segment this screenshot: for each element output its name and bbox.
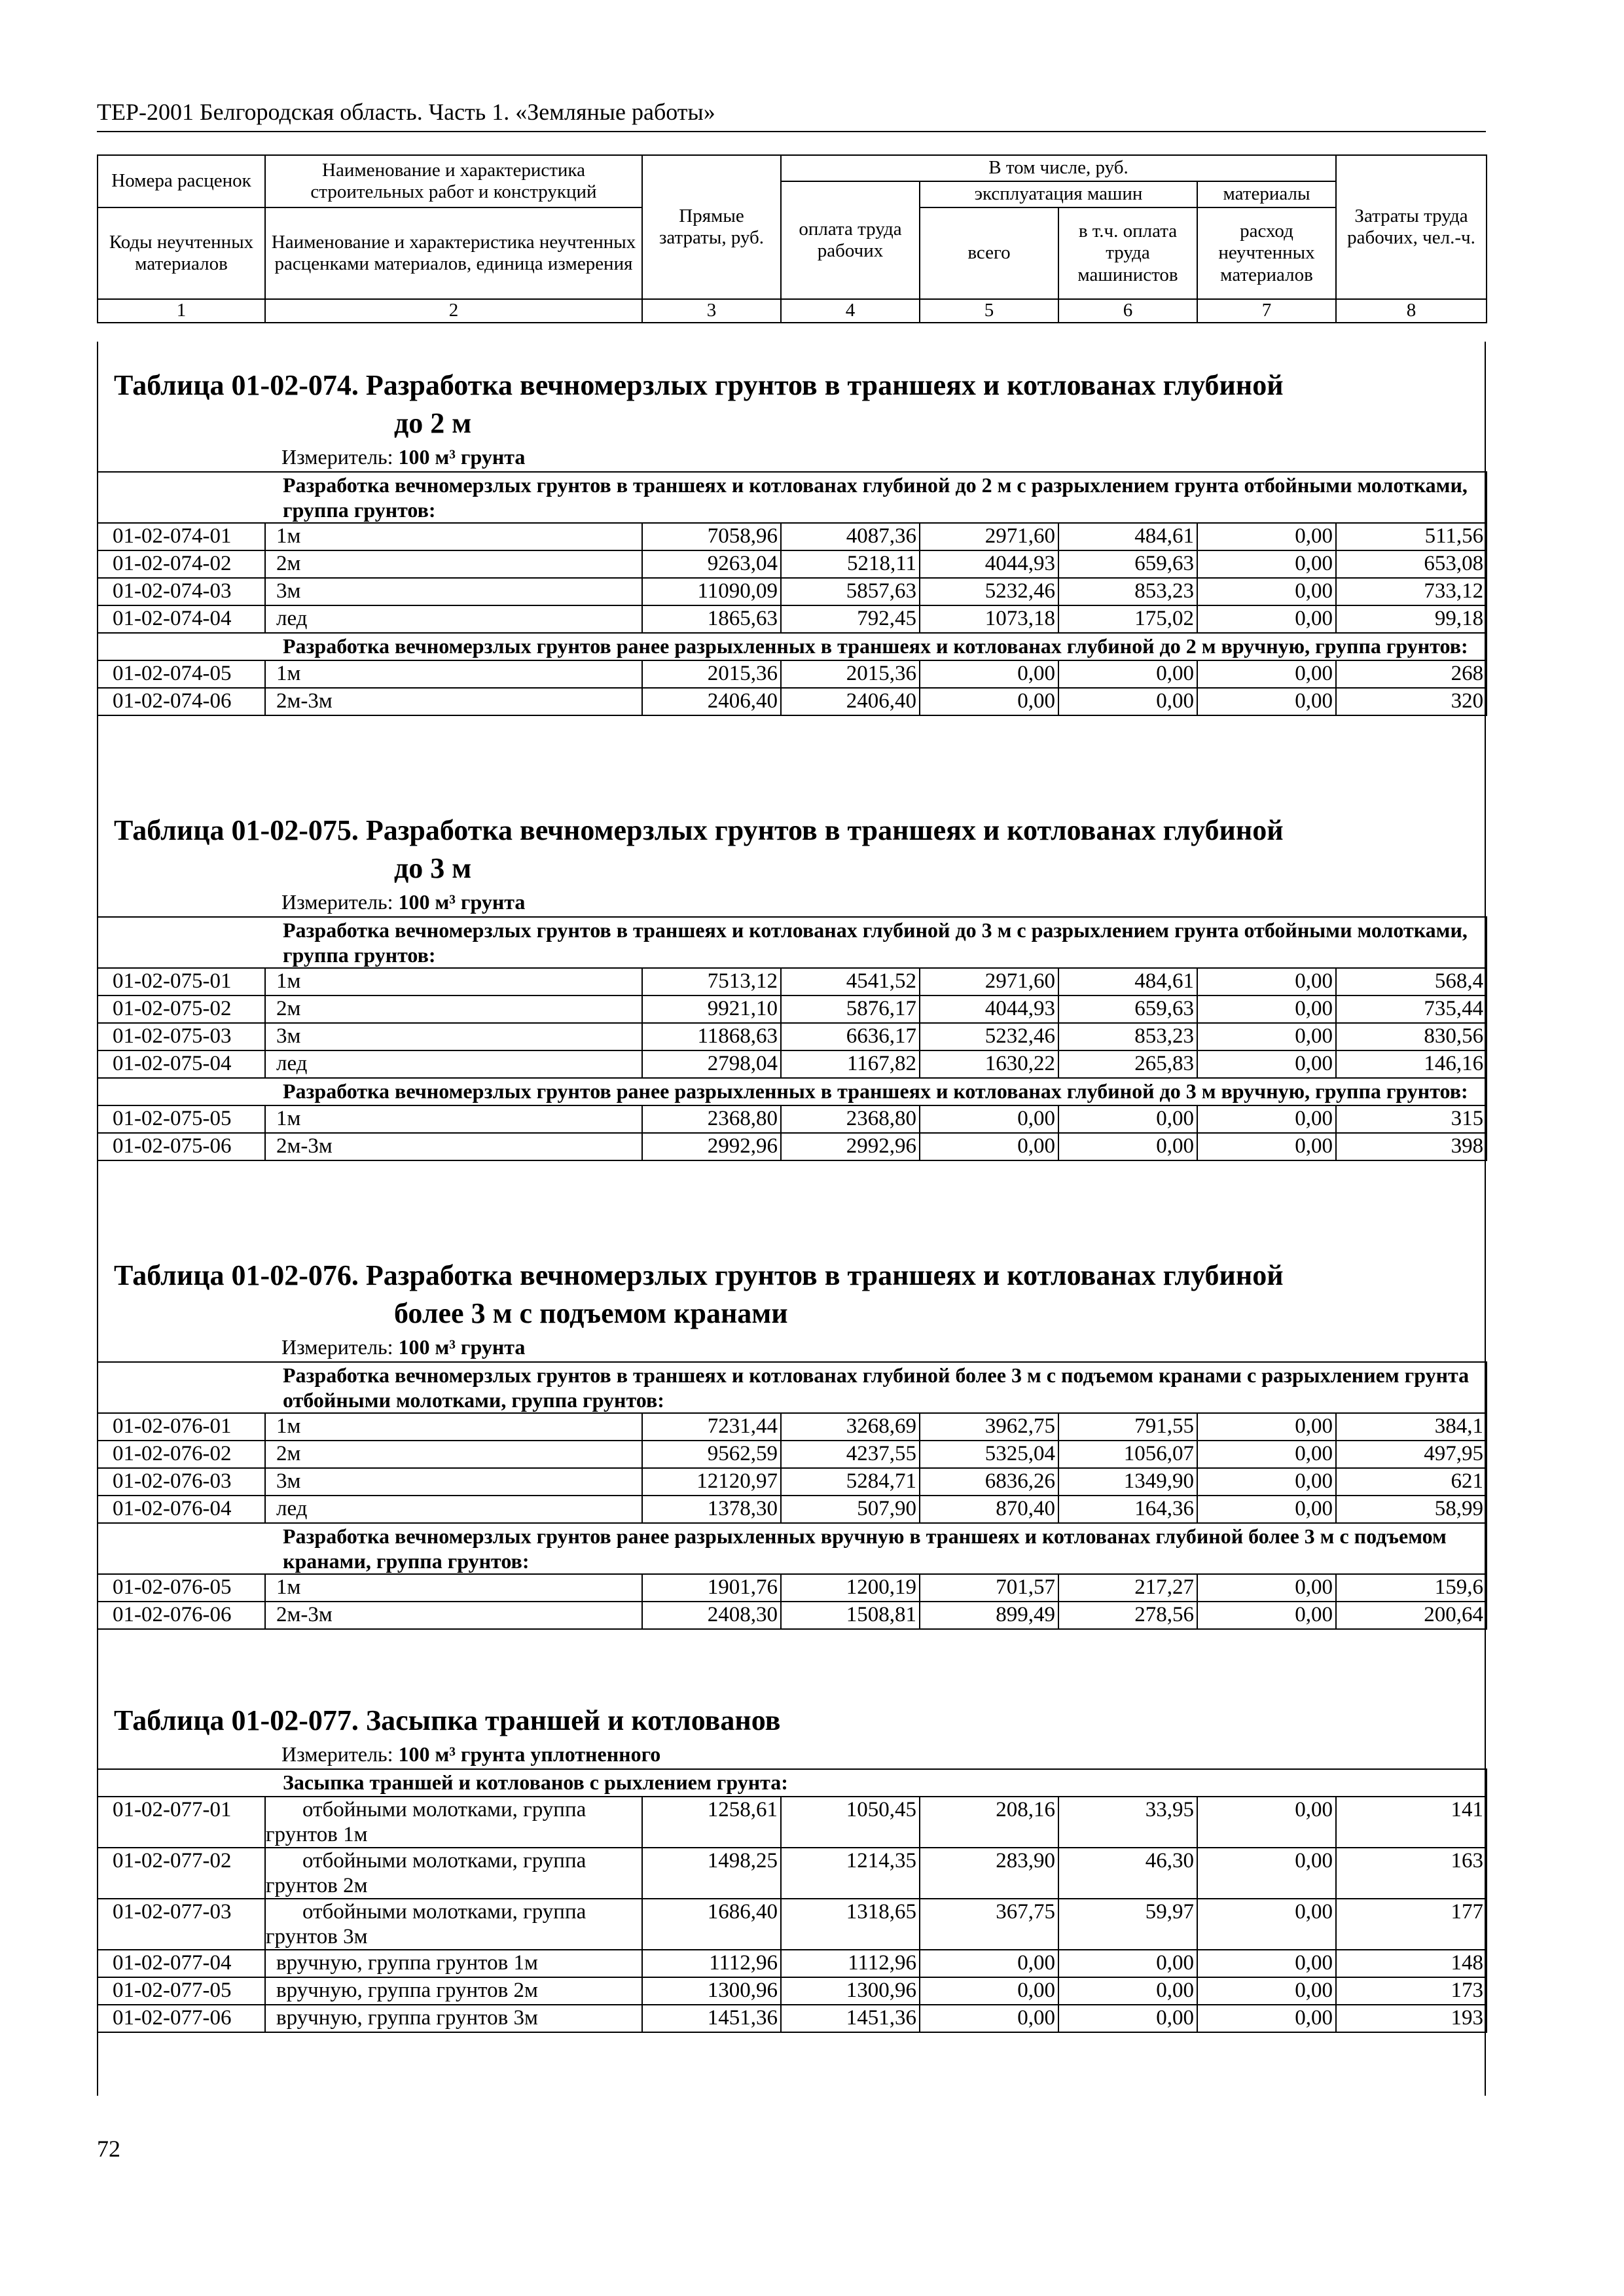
table-row [98,688,1487,715]
col-number: 4 [781,299,920,323]
value-cell: 7231,44 [642,1413,781,1441]
value-cell: 0,00 [1197,1050,1336,1078]
table-title-line2: до 2 м [394,407,472,439]
column-header-table [97,154,1487,323]
rate-code-cell: 01-02-076-01 [98,1413,265,1441]
col-number: 5 [920,299,1058,323]
value-cell: 200,64 [1336,1602,1487,1629]
value-cell: 217,27 [1058,1574,1197,1602]
value-cell: 0,00 [1197,1574,1336,1602]
value-cell: 0,00 [1197,1797,1336,1848]
value-cell: 175,02 [1058,605,1197,633]
rate-code-cell: 01-02-076-03 [98,1468,265,1496]
col-number: 7 [1197,299,1336,323]
value-cell: 653,08 [1336,550,1487,578]
rates-table [97,916,1487,1161]
value-cell: 791,55 [1058,1413,1197,1441]
rate-table-section [97,1257,1486,1630]
table-title-line2: более 3 м с подъемом кранами [394,1297,788,1329]
table-row [98,1105,1487,1133]
value-cell: 0,00 [1058,660,1197,688]
value-cell: 1901,76 [642,1574,781,1602]
value-cell: 659,63 [1058,550,1197,578]
value-cell: 2406,40 [781,688,920,715]
table-title-line1: Таблица 01-02-077. Засыпка траншей и котлованов [114,1704,781,1736]
value-cell: 265,83 [1058,1050,1197,1078]
unit-of-measure [97,442,1486,471]
value-cell: 4541,52 [781,968,920,996]
table-row [98,1977,1487,2005]
running-header: ТЕР-2001 Белгородская область. Часть 1. «Земляные работы» [97,99,715,125]
rate-name-cell: лед [265,1496,642,1523]
col8: Затраты труда рабочих, чел.-ч. [1336,155,1487,299]
value-cell: 0,00 [1058,1133,1197,1160]
value-cell: 4087,36 [781,523,920,550]
value-cell: 59,97 [1058,1899,1197,1950]
value-cell: 2992,96 [781,1133,920,1160]
rate-code-cell: 01-02-076-06 [98,1602,265,1629]
table-row [98,1574,1487,1602]
rate-name-cell: 2м [265,1441,642,1468]
value-cell: 5218,11 [781,550,920,578]
col1-top: Номера расценок [98,155,265,207]
value-cell: 733,12 [1336,578,1487,605]
rate-name-cell: 2м [265,996,642,1023]
table-title-line1: Таблица 01-02-074. Разработка вечномерзлых грунтов в траншеях и котлованах глубиной [114,369,1284,401]
value-cell: 1686,40 [642,1899,781,1950]
col4: оплата труда рабочих [781,181,920,299]
value-cell: 173 [1336,1977,1487,2005]
col5: всего [920,207,1058,299]
value-cell: 511,56 [1336,523,1487,550]
value-cell: 1112,96 [642,1950,781,1977]
col-number: 2 [265,299,642,323]
value-cell: 1214,35 [781,1848,920,1899]
value-cell: 1451,36 [642,2005,781,2032]
rate-name-cell: вручную, группа грунтов 2м [265,1977,642,2005]
rate-code-cell: 01-02-076-04 [98,1496,265,1523]
value-cell: 2408,30 [642,1602,781,1629]
value-cell: 0,00 [1197,605,1336,633]
value-cell: 0,00 [1197,2005,1336,2032]
value-cell: 1073,18 [920,605,1058,633]
value-cell: 33,95 [1058,1797,1197,1848]
value-cell: 1508,81 [781,1602,920,1629]
table-row [98,1441,1487,1468]
col2-bottom: Наименование и характеристика неучтенных расценками материалов, единица измерения [265,207,642,299]
value-cell: 5232,46 [920,1023,1058,1050]
unit-label: Измеритель: [281,1335,393,1359]
value-cell: 1056,07 [1058,1441,1197,1468]
value-cell: 870,40 [920,1496,1058,1523]
table-title [97,367,1475,442]
header-rule [97,131,1486,132]
unit-label: Измеритель: [281,445,393,469]
value-cell: 0,00 [1197,1413,1336,1441]
rate-table-section [97,367,1486,716]
rate-code-cell: 01-02-077-05 [98,1977,265,2005]
rate-name-cell: 1м [265,660,642,688]
value-cell: 7058,96 [642,523,781,550]
rate-code-cell: 01-02-075-05 [98,1105,265,1133]
value-cell: 1300,96 [781,1977,920,2005]
value-cell: 1167,82 [781,1050,920,1078]
unit-value: 100 м³ грунта [398,890,526,914]
value-cell: 621 [1336,1468,1487,1496]
unit-label: Измеритель: [281,890,393,914]
value-cell: 659,63 [1058,996,1197,1023]
rate-name-cell: 1м [265,1413,642,1441]
value-cell: 2015,36 [642,660,781,688]
rate-code-cell: 01-02-074-01 [98,523,265,550]
value-cell: 9562,59 [642,1441,781,1468]
rate-code-cell: 01-02-077-03 [98,1899,265,1950]
col-number: 1 [98,299,265,323]
col3: Прямые затраты, руб. [642,155,781,299]
rate-code-cell: 01-02-077-01 [98,1797,265,1848]
rate-name-cell: 2м-3м [265,688,642,715]
rate-code-cell: 01-02-074-02 [98,550,265,578]
group-heading: Разработка вечномерзлых грунтов в траншеях и котлованах глубиной до 3 м с разрыхлением грунта отбойными молотками, группа грунтов: [98,917,1487,968]
rate-code-cell: 01-02-076-02 [98,1441,265,1468]
value-cell: 164,36 [1058,1496,1197,1523]
value-cell: 3268,69 [781,1413,920,1441]
table-title-line1: Таблица 01-02-076. Разработка вечномерзлых грунтов в траншеях и котлованах глубиной [114,1259,1284,1291]
col1-bottom: Коды неучтенных материалов [98,207,265,299]
table-title [97,1702,1475,1740]
value-cell: 5876,17 [781,996,920,1023]
value-cell: 1865,63 [642,605,781,633]
value-cell: 0,00 [1197,1023,1336,1050]
value-cell: 568,4 [1336,968,1487,996]
rate-name-cell: вручную, группа грунтов 3м [265,2005,642,2032]
value-cell: 1349,90 [1058,1468,1197,1496]
value-cell: 0,00 [1197,578,1336,605]
rate-name-cell: 1м [265,1574,642,1602]
table-title [97,812,1475,888]
value-cell: 2015,36 [781,660,920,688]
value-cell: 0,00 [1197,688,1336,715]
rate-code-cell: 01-02-077-04 [98,1950,265,1977]
col2-top: Наименование и характеристика строительных работ и конструкций [265,155,642,207]
rates-table [97,1361,1487,1630]
value-cell: 1498,25 [642,1848,781,1899]
page-number: 72 [97,2136,120,2162]
rate-code-cell: 01-02-075-04 [98,1050,265,1078]
unit-value: 100 м³ грунта [398,1335,526,1359]
table-row [98,1023,1487,1050]
col7: расход неучтенных материалов [1197,207,1336,299]
value-cell: 497,95 [1336,1441,1487,1468]
value-cell: 1318,65 [781,1899,920,1950]
rate-name-cell: лед [265,1050,642,1078]
value-cell: 1378,30 [642,1496,781,1523]
rate-name-cell: 1м [265,523,642,550]
table-row [98,1950,1487,1977]
value-cell: 0,00 [1197,996,1336,1023]
value-cell: 0,00 [1058,1977,1197,2005]
value-cell: 4044,93 [920,996,1058,1023]
value-cell: 177 [1336,1899,1487,1950]
table-row [98,1133,1487,1160]
value-cell: 1258,61 [642,1797,781,1848]
value-cell: 2368,80 [642,1105,781,1133]
value-cell: 0,00 [1197,1848,1336,1899]
value-cell: 0,00 [1197,1496,1336,1523]
value-cell: 5325,04 [920,1441,1058,1468]
value-cell: 159,6 [1336,1574,1487,1602]
unit-of-measure [97,1333,1486,1361]
value-cell: 701,57 [920,1574,1058,1602]
table-row [98,605,1487,633]
value-cell: 0,00 [1058,688,1197,715]
rate-code-cell: 01-02-075-06 [98,1133,265,1160]
rate-name-cell: отбойными молотками, группа грунтов 2м [265,1848,642,1899]
value-cell: 146,16 [1336,1050,1487,1078]
value-cell: 141 [1336,1797,1487,1848]
value-cell: 2992,96 [642,1133,781,1160]
value-cell: 1200,19 [781,1574,920,1602]
value-cell: 163 [1336,1848,1487,1899]
group-heading: Засыпка траншей и котлованов с рыхлением грунта: [98,1769,1487,1797]
value-cell: 46,30 [1058,1848,1197,1899]
value-cell: 268 [1336,660,1487,688]
value-cell: 0,00 [920,660,1058,688]
table-row [98,523,1487,550]
value-cell: 0,00 [1197,1950,1336,1977]
value-cell: 1630,22 [920,1050,1058,1078]
value-cell: 1300,96 [642,1977,781,2005]
col6: в т.ч. оплата труда машинистов [1058,207,1197,299]
value-cell: 320 [1336,688,1487,715]
value-cell: 2406,40 [642,688,781,715]
value-cell: 1451,36 [781,2005,920,2032]
table-title-line1: Таблица 01-02-075. Разработка вечномерзлых грунтов в траншеях и котлованах глубиной [114,814,1284,846]
rates-table [97,1768,1487,2033]
value-cell: 0,00 [1197,1602,1336,1629]
table-row [98,1050,1487,1078]
col-machines: эксплуатация машин [920,181,1197,207]
value-cell: 384,1 [1336,1413,1487,1441]
value-cell: 6636,17 [781,1023,920,1050]
value-cell: 2798,04 [642,1050,781,1078]
value-cell: 2971,60 [920,523,1058,550]
rate-code-cell: 01-02-074-05 [98,660,265,688]
rate-name-cell: 1м [265,968,642,996]
value-cell: 5857,63 [781,578,920,605]
rate-name-cell: 3м [265,1468,642,1496]
value-cell: 0,00 [1197,1899,1336,1950]
value-cell: 4237,55 [781,1441,920,1468]
table-row [98,1468,1487,1496]
rate-name-cell: 2м-3м [265,1602,642,1629]
value-cell: 12120,97 [642,1468,781,1496]
value-cell: 899,49 [920,1602,1058,1629]
value-cell: 1050,45 [781,1797,920,1848]
rates-table [97,471,1487,716]
rate-code-cell: 01-02-077-02 [98,1848,265,1899]
unit-value: 100 м³ грунта [398,445,526,469]
value-cell: 5232,46 [920,578,1058,605]
table-row [98,968,1487,996]
unit-of-measure [97,1740,1486,1768]
table-row [98,1496,1487,1523]
value-cell: 58,99 [1336,1496,1487,1523]
value-cell: 0,00 [920,2005,1058,2032]
table-row [98,1797,1487,1848]
value-cell: 0,00 [1197,660,1336,688]
value-cell: 0,00 [920,1977,1058,2005]
value-cell: 9263,04 [642,550,781,578]
rate-name-cell: лед [265,605,642,633]
rate-code-cell: 01-02-075-01 [98,968,265,996]
rate-name-cell: 3м [265,1023,642,1050]
value-cell: 7513,12 [642,968,781,996]
value-cell: 507,90 [781,1496,920,1523]
value-cell: 0,00 [1197,1468,1336,1496]
value-cell: 398 [1336,1133,1487,1160]
rate-name-cell: отбойными молотками, группа грунтов 3м [265,1899,642,1950]
rate-code-cell: 01-02-075-03 [98,1023,265,1050]
value-cell: 0,00 [920,1105,1058,1133]
unit-value: 100 м³ грунта уплотненного [398,1742,661,1766]
col-materials: материалы [1197,181,1336,207]
group-heading: Разработка вечномерзлых грунтов в траншеях и котлованах глубиной более 3 м с подъемом кранами с разрыхлением грунта отбойными молотками, группа грунтов: [98,1362,1487,1413]
group-heading: Разработка вечномерзлых грунтов ранее разрыхленных в траншеях и котлованах глубиной до 3 м вручную, группа грунтов: [98,1078,1487,1105]
value-cell: 0,00 [1058,2005,1197,2032]
rate-code-cell: 01-02-077-06 [98,2005,265,2032]
rate-code-cell: 01-02-076-05 [98,1574,265,1602]
table-row [98,1848,1487,1899]
table-row [98,996,1487,1023]
value-cell: 193 [1336,2005,1487,2032]
value-cell: 9921,10 [642,996,781,1023]
value-cell: 0,00 [920,688,1058,715]
value-cell: 735,44 [1336,996,1487,1023]
table-row [98,1602,1487,1629]
rate-code-cell: 01-02-074-06 [98,688,265,715]
table-row [98,1899,1487,1950]
value-cell: 0,00 [1197,1133,1336,1160]
col-incl: В том числе, руб. [781,155,1336,181]
rate-table-section [97,812,1486,1161]
rate-code-cell: 01-02-075-02 [98,996,265,1023]
value-cell: 0,00 [1197,968,1336,996]
table-row [98,1413,1487,1441]
rate-name-cell: 1м [265,1105,642,1133]
value-cell: 0,00 [1197,1105,1336,1133]
rate-name-cell: отбойными молотками, группа грунтов 1м [265,1797,642,1848]
value-cell: 853,23 [1058,578,1197,605]
group-heading: Разработка вечномерзлых грунтов ранее разрыхленных в траншеях и котлованах глубиной до 2 м вручную, группа грунтов: [98,633,1487,660]
value-cell: 11090,09 [642,578,781,605]
value-cell: 792,45 [781,605,920,633]
value-cell: 0,00 [1197,1977,1336,2005]
value-cell: 3962,75 [920,1413,1058,1441]
value-cell: 4044,93 [920,550,1058,578]
unit-label: Измеритель: [281,1742,393,1766]
table-title [97,1257,1475,1333]
table-row [98,660,1487,688]
value-cell: 148 [1336,1950,1487,1977]
value-cell: 11868,63 [642,1023,781,1050]
table-row [98,2005,1487,2032]
rate-name-cell: 2м [265,550,642,578]
value-cell: 484,61 [1058,968,1197,996]
table-row [98,550,1487,578]
value-cell: 0,00 [1197,1441,1336,1468]
value-cell: 0,00 [1197,550,1336,578]
rate-name-cell: 3м [265,578,642,605]
value-cell: 278,56 [1058,1602,1197,1629]
table-title-line2: до 3 м [394,852,472,884]
group-heading: Разработка вечномерзлых грунтов ранее разрыхленных вручную в траншеях и котлованах глубиной более 3 м с подъемом кранами, группа грунтов: [98,1523,1487,1574]
col-number: 8 [1336,299,1487,323]
col-number: 6 [1058,299,1197,323]
value-cell: 2368,80 [781,1105,920,1133]
unit-of-measure [97,888,1486,916]
value-cell: 484,61 [1058,523,1197,550]
value-cell: 99,18 [1336,605,1487,633]
value-cell: 0,00 [1058,1950,1197,1977]
value-cell: 1112,96 [781,1950,920,1977]
rate-table-section [97,1702,1486,2033]
value-cell: 5284,71 [781,1468,920,1496]
rate-code-cell: 01-02-074-04 [98,605,265,633]
value-cell: 830,56 [1336,1023,1487,1050]
value-cell: 0,00 [920,1950,1058,1977]
col-number: 3 [642,299,781,323]
group-heading: Разработка вечномерзлых грунтов в траншеях и котлованах глубиной до 2 м с разрыхлением грунта отбойными молотками, группа грунтов: [98,472,1487,523]
value-cell: 367,75 [920,1899,1058,1950]
table-row [98,578,1487,605]
value-cell: 315 [1336,1105,1487,1133]
value-cell: 2971,60 [920,968,1058,996]
value-cell: 208,16 [920,1797,1058,1848]
value-cell: 0,00 [920,1133,1058,1160]
value-cell: 0,00 [1197,523,1336,550]
value-cell: 283,90 [920,1848,1058,1899]
value-cell: 0,00 [1058,1105,1197,1133]
rate-code-cell: 01-02-074-03 [98,578,265,605]
value-cell: 6836,26 [920,1468,1058,1496]
rate-name-cell: 2м-3м [265,1133,642,1160]
value-cell: 853,23 [1058,1023,1197,1050]
rate-name-cell: вручную, группа грунтов 1м [265,1950,642,1977]
